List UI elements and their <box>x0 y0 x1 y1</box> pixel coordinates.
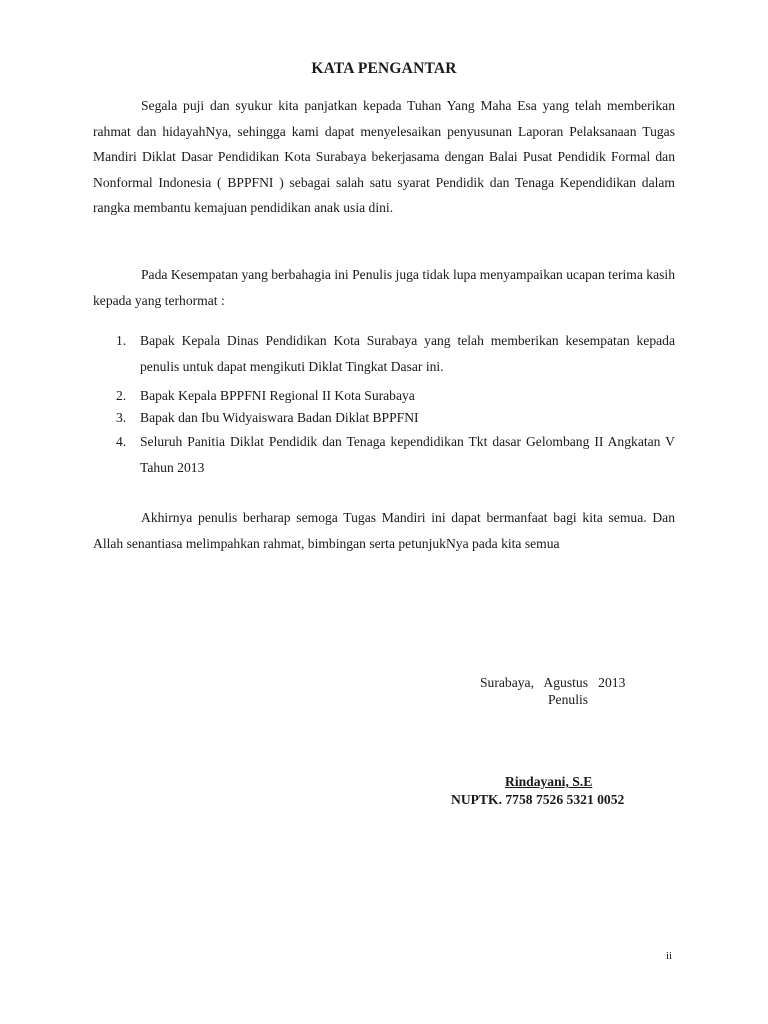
page-number: ii <box>666 950 673 962</box>
list-item <box>93 328 675 379</box>
signature-role: Penulis <box>548 692 589 707</box>
list-item-number: 4. <box>116 434 127 449</box>
list-item-text: Bapak Kepala Dinas Pendidikan Kota Surabaya yang telah memberikan kesempatan kepada penulis untuk dapat mengikuti Diklat Tingkat Dasar ini. <box>140 333 675 374</box>
list-item <box>93 385 675 407</box>
page-title: KATA PENGANTAR <box>311 60 457 77</box>
list-item-number: 2. <box>116 388 127 403</box>
paragraph-thanks-intro: Pada Kesempatan yang berbahagia ini Penulis juga tidak lupa menyampaikan ucapan terima kasih kepada yang terhormat : <box>93 267 675 308</box>
list-item <box>93 407 675 429</box>
list-item-number: 3. <box>116 410 127 425</box>
list-item-text: Bapak dan Ibu Widyaiswara Badan Diklat BPPFNI <box>140 410 419 425</box>
list-item-text: Bapak Kepala BPPFNI Regional II Kota Surabaya <box>140 388 415 403</box>
paragraph-closing: Akhirnya penulis berharap semoga Tugas Mandiri ini dapat bermanfaat bagi kita semua. Dan Allah senantiasa melimpahkan rahmat, bimbingan serta petunjukNya pada kita semua <box>93 510 675 551</box>
list-item-text: Seluruh Panitia Diklat Pendidik dan Tenaga kependidikan Tkt dasar Gelombang II Angkatan V Tahun 2013 <box>140 434 675 475</box>
acknowledgement-list <box>93 328 675 480</box>
signer-id-number: NUPTK. 7758 7526 5321 0052 <box>451 792 625 807</box>
signature-place-date: Surabaya, Agustus 2013 <box>480 675 626 690</box>
list-item <box>93 429 675 480</box>
list-item-number: 1. <box>116 333 127 348</box>
signer-name: Rindayani, S.E <box>505 774 593 789</box>
paragraph-opening: Segala puji dan syukur kita panjatkan kepada Tuhan Yang Maha Esa yang telah memberikan rahmat dan hidayahNya, sehingga kami dapat menyelesaikan penyusunan Laporan Pelaksanaan Tugas Mandiri Diklat Dasar Pendidikan Kota Surabaya bekerjasama dengan Balai Pusat Pendidik Formal dan Nonformal Indonesia ( BPPFNI ) sebagai salah satu syarat Pendidik dan Tenaga Kependidikan dalam rangka membantu kemajuan pendidikan anak usia dini. <box>93 98 675 215</box>
